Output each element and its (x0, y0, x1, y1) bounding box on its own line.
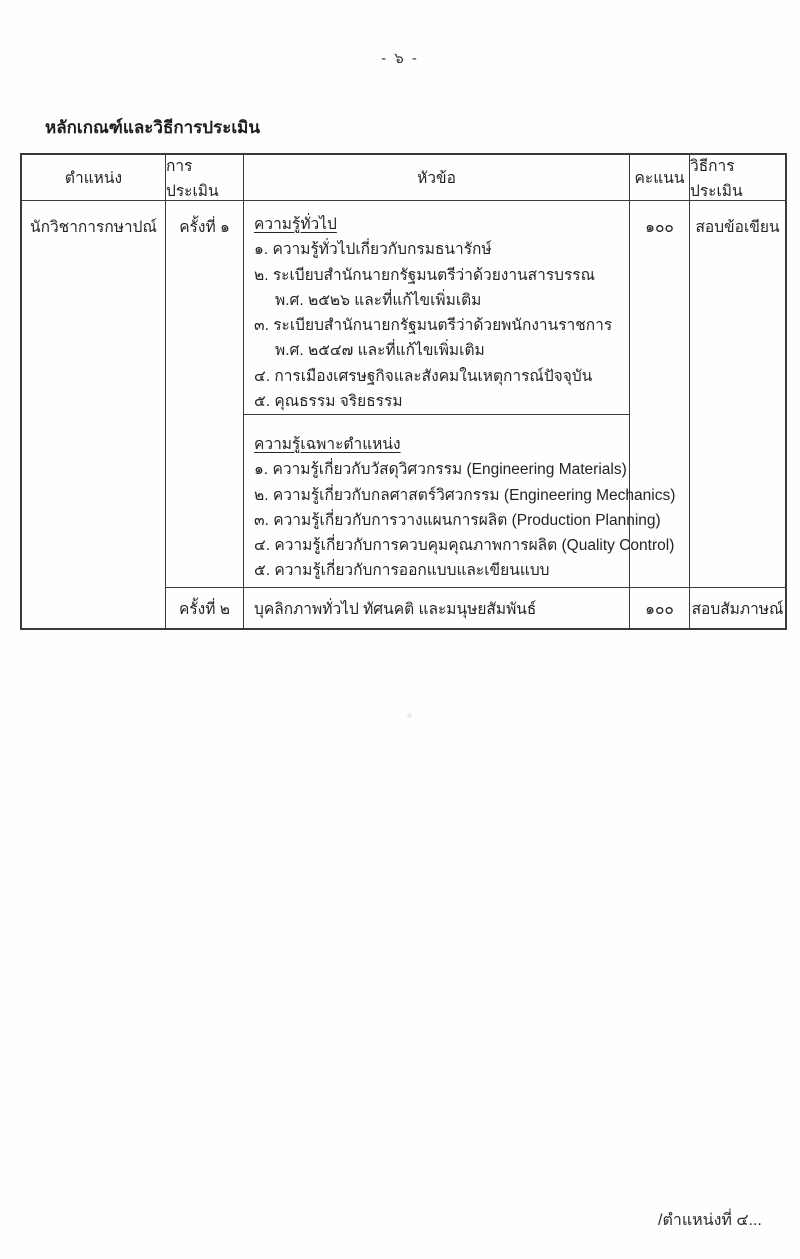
header-cell-method: วิธีการประเมิน (690, 157, 743, 200)
table-row-evaluation-2 (166, 588, 785, 628)
header-cell-score: คะแนน (630, 155, 690, 200)
header-cell-position: ตำแหน่ง (22, 155, 166, 200)
evaluation-1-score: ๑๐๐ (630, 201, 690, 587)
table-body (22, 201, 785, 628)
topic-line: ๒. ระเบียบสำนักนายกรัฐมนตรีว่าด้วยงานสารบรรณ (254, 266, 596, 284)
footer-continuation-note: /ตำแหน่งที่ ๔... (658, 1212, 762, 1229)
section-title-specific: ความรู้เฉพาะตำแหน่ง (254, 436, 401, 453)
evaluation-1-method: สอบข้อเขียน (695, 219, 780, 236)
evaluation-2-method: สอบสัมภาษณ์ (691, 600, 784, 618)
topic-line: ๔. การเมืองเศรษฐกิจและสังคมในเหตุการณ์ปัจจุบัน (254, 367, 593, 385)
topic-line-continuation: พ.ศ. ๒๕๔๗ และที่แก้ไขเพิ่มเติม (275, 342, 485, 360)
header-cell-topic: หัวข้อ (244, 155, 630, 200)
topic-line: ๕. ความรู้เกี่ยวกับการออกแบบและเขียนแบบ (254, 562, 550, 580)
evaluation-2-label: ครั้งที่ ๒ (166, 588, 244, 628)
topic-line: ๑. ความรู้ทั่วไปเกี่ยวกับกรมธนารักษ์ (254, 241, 492, 259)
scan-artifact-speck (407, 713, 412, 718)
table-row-evaluation-1 (166, 201, 785, 588)
topic-line-continuation: พ.ศ. ๒๕๒๖ และที่แก้ไขเพิ่มเติม (275, 291, 482, 309)
position-cell: นักวิชาการกษาปณ์ (22, 201, 166, 628)
evaluation-criteria-table (20, 153, 787, 630)
evaluation-1-label: ครั้งที่ ๑ (166, 201, 244, 587)
evaluation-2-topic: บุคลิกภาพทั่วไป ทัศนคติ และมนุษยสัมพันธ์ (244, 588, 630, 628)
page-number: - ๖ - (381, 50, 419, 67)
evaluation-2-score: ๑๐๐ (630, 588, 690, 628)
table-body-right (166, 201, 785, 628)
section-title-general: ความรู้ทั่วไป (254, 216, 337, 233)
topic-line: ๒. ความรู้เกี่ยวกับกลศาสตร์วิศวกรรม (Engineering Mechanics) (254, 486, 676, 504)
topic-line: ๓. ความรู้เกี่ยวกับการวางแผนการผลิต (Production Planning) (254, 511, 661, 529)
topic-line: ๔. ความรู้เกี่ยวกับการควบคุมคุณภาพการผลิต (Quality Control) (254, 537, 675, 555)
topic-line: ๕. คุณธรรม จริยธรรม (254, 393, 403, 411)
topic-section-general-knowledge (244, 201, 629, 415)
document-heading: หลักเกณฑ์และวิธีการประเมิน (45, 118, 260, 137)
table-header-row (22, 155, 785, 201)
topic-section-specific-knowledge (244, 415, 676, 587)
header-cell-evaluation: การประเมิน (166, 155, 244, 200)
topic-line: ๑. ความรู้เกี่ยวกับวัสดุวิศวกรรม (Engineering Materials) (254, 461, 627, 479)
topic-line: ๓. ระเบียบสำนักนายกรัฐมนตรีว่าด้วยพนักงานราชการ (254, 317, 613, 335)
